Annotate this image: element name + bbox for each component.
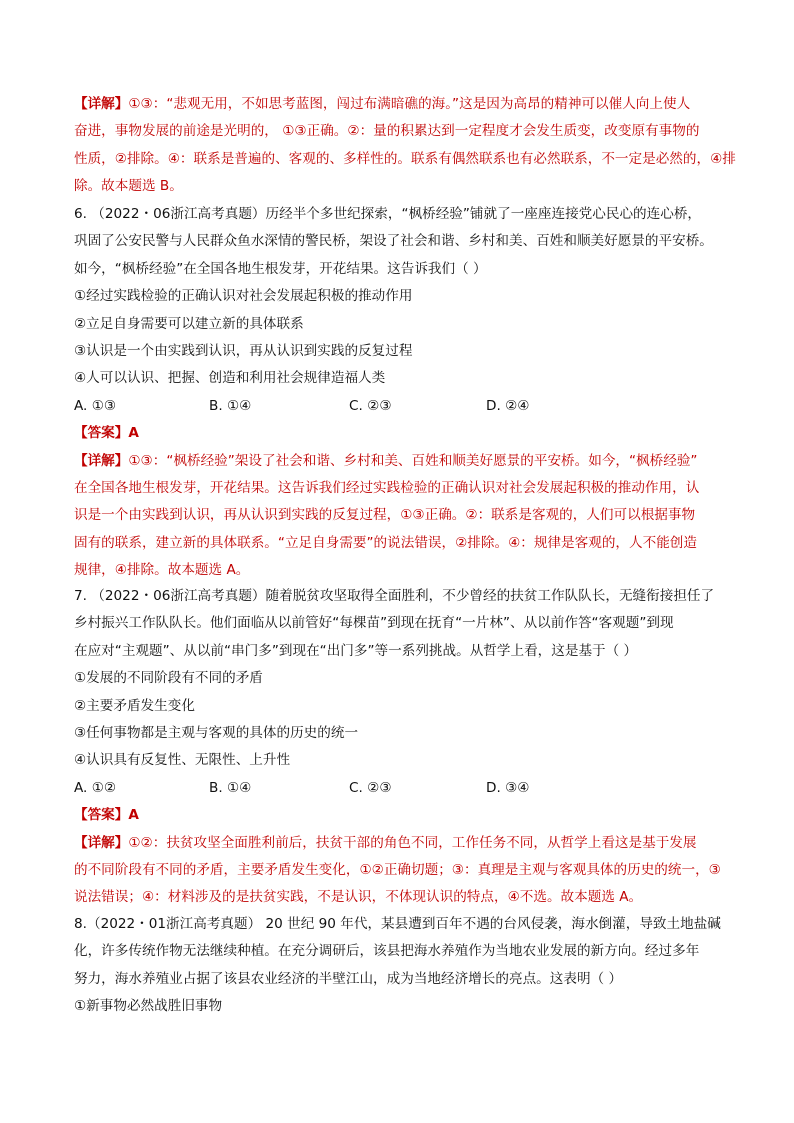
q5-detail-line-2: 奋进，事物发展的前途是光明的， ①③正确。②：量的积累达到一定程度才会发生质变，改变原有事物的 <box>74 123 700 140</box>
question-7 <box>74 583 724 912</box>
q6-answer-value: A <box>128 425 139 442</box>
detail-tag: 【详解】 <box>74 96 129 112</box>
q6-stem-line-1: 6. （2022・06浙江高考真题）历经半个多世纪探索，“枫桥经验”铺就了一座座连接党心民心的连心桥， <box>74 206 702 222</box>
q6-option-d: D. ②④ <box>486 397 530 414</box>
q6-item-3: ③认识是一个由实践到认识，再从认识到实践的反复过程 <box>74 342 413 359</box>
q7-answer <box>74 802 724 829</box>
q6-detail-line-4: 固有的联系，建立新的具体联系。“立足自身需要”的说法错误，②排除。④：规律是客观的，人不能创造 <box>74 534 697 551</box>
q7-detail-line-2: 的不同阶段有不同的矛盾，主要矛盾发生变化，①②正确切题；③：真理是主观与客观具体的历史的统一，③ <box>74 861 721 878</box>
q8-stem-line-2: 化，许多传统作物无法继续种植。在充分调研后，该县把海水养殖作为当地农业发展的新方向。经过多年 <box>74 943 700 960</box>
q7-stem-line-1: 7. （2022・06浙江高考真题）随着脱贫攻坚取得全面胜利，不少曾经的扶贫工作队队长，无缝衔接担任了 <box>74 588 715 604</box>
q6-item-1: ①经过实践检验的正确认识对社会发展起积极的推动作用 <box>74 288 413 305</box>
q6-detail-line-5: 规律，④排除。故本题选 A。 <box>74 562 250 579</box>
q7-item-3: ③任何事物都是主观与客观的具体的历史的统一 <box>74 724 359 741</box>
q8-stem-line-1: 8.（2022・01浙江高考真题） 20 世纪 90 年代，某县遭到百年不遇的台风侵袭，海水倒灌，导致土地盐碱 <box>74 916 721 932</box>
question-6 <box>74 201 724 584</box>
q6-option-c: C. ②③ <box>349 397 392 414</box>
q6-option-b: B. ①④ <box>209 397 252 414</box>
q7-item-4: ④认识具有反复性、无限性、上升性 <box>74 752 291 769</box>
q6-option-a: A. ①③ <box>74 397 117 414</box>
q5-detail-line-1: 【详解】①③：“悲观无用，不如思考蓝图，闯过布满暗礁的海。”这是因为高昂的精神可以催人向上使人 <box>74 96 691 112</box>
q8-stem-line-3: 努力，海水养殖业占据了该县农业经济的半壁江山，成为当地经济增长的亮点。这表明（ ） <box>74 970 623 987</box>
q7-stem-line-3: 在应对“主观题”、从以前“串门多”到现在“出门多”等一系列挑战。从哲学上看，这是基于（ ） <box>74 642 638 659</box>
q7-option-a: A. ①② <box>74 779 117 796</box>
answer-tag: 【答案】 <box>74 807 129 824</box>
q7-item-1: ①发展的不同阶段有不同的矛盾 <box>74 670 263 687</box>
q6-detail-line-1: 【详解】①③：“枫桥经验”架设了社会和谐、乡村和美、百姓和顺美好愿景的平安桥。如今，“枫桥经验” <box>74 452 698 469</box>
detail-tag: 【详解】 <box>74 834 129 851</box>
q7-option-c: C. ②③ <box>349 779 392 796</box>
q5-detail-line-4: 除。故本题选 B。 <box>74 178 183 195</box>
q6-detail-line-2: 在全国各地生根发芽，开花结果。这告诉我们经过实践检验的正确认识对社会发展起积极的推动作用，认 <box>74 479 700 496</box>
q7-stem-line-2: 乡村振兴工作队队长。他们面临从以前管好“每棵苗”到现在抚育“一片林”、从以前作答“客观题”到现 <box>74 615 674 632</box>
q7-detail-line-1: 【详解】①②：扶贫攻坚全面胜利前后，扶贫干部的角色不同，工作任务不同，从哲学上看这是基于发展 <box>74 834 697 851</box>
answer-tag: 【答案】 <box>74 425 129 442</box>
q5-detail-line-3: 性质，②排除。④：联系是普遍的、客观的、多样性的。联系有偶然联系也有必然联系，不一定是必然的，④排 <box>74 150 736 167</box>
q7-item-2: ②主要矛盾发生变化 <box>74 697 195 714</box>
q5-detail <box>74 91 736 201</box>
q7-options <box>74 775 724 802</box>
q6-stem-line-3: 如今，“枫桥经验”在全国各地生根发芽，开花结果。这告诉我们（ ） <box>74 260 487 277</box>
q6-stem-line-2: 巩固了公安民警与人民群众鱼水深情的警民桥，架设了社会和谐、乡村和美、百姓和顺美好愿景的平安桥。 <box>74 233 713 250</box>
q6-item-2: ②立足自身需要可以建立新的具体联系 <box>74 315 304 332</box>
detail-tag: 【详解】 <box>74 452 129 469</box>
q7-detail-line-3: 说法错误；④：材料涉及的是扶贫实践，不是认识，不体现认识的特点，④不选。故本题选 A。 <box>74 889 643 906</box>
q6-item-4: ④人可以认识、把握、创造和利用社会规律造福人类 <box>74 370 386 387</box>
q8-item-1: ①新事物必然战胜旧事物 <box>74 998 223 1015</box>
q6-options <box>74 393 724 420</box>
q7-option-b: B. ①④ <box>209 779 252 796</box>
q6-answer <box>74 420 724 447</box>
q7-answer-value: A <box>128 807 139 824</box>
question-8 <box>74 911 724 1021</box>
q6-detail-line-3: 识是一个由实践到认识，再从认识到实践的反复过程，①③正确。②：联系是客观的，人们可以根据事物 <box>74 507 696 524</box>
q7-option-d: D. ③④ <box>486 779 530 796</box>
